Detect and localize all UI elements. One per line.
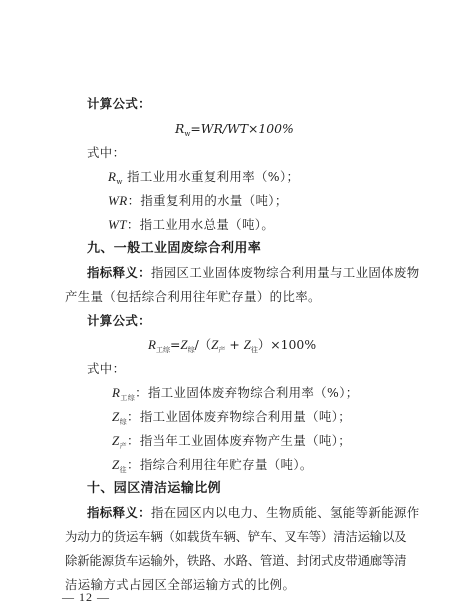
definition-symbol-sub: 往: [119, 466, 128, 474]
formula-rhs: =WR/WT×100%: [190, 121, 294, 136]
formula-sub: 产: [218, 346, 226, 354]
formula-text: =: [169, 337, 181, 352]
definition-symbol: R: [112, 385, 121, 400]
formula-symbol: Z: [211, 337, 219, 352]
paragraph-line: 为动力的货运车辆（如载货车辆、铲车、叉车等）清洁运输以及: [65, 529, 407, 544]
definition-symbol: WT: [108, 217, 127, 232]
definition-line: [112, 385, 359, 406]
definition-symbol: WR: [108, 193, 128, 208]
definition-symbol-sub: w: [116, 178, 123, 186]
where-label: 式中：: [87, 361, 126, 376]
formula-sub: 往: [250, 346, 258, 354]
formula-symbol: Z: [180, 337, 188, 352]
formula-text: ）×100%: [257, 337, 317, 352]
formula-sub: 工综: [155, 346, 170, 354]
paragraph-text: 指园区工业固体废物综合利用量与工业固体废物: [150, 265, 420, 280]
paragraph-text: 指在园区内以电力、生物质能、氢能等新能源作: [150, 505, 420, 520]
section-heading: 九、一般工业固废综合利用率: [87, 241, 262, 256]
paragraph-line: [87, 505, 420, 521]
definition-line: [108, 193, 288, 209]
formula-text: /（: [194, 337, 212, 352]
formula-lhs: R: [175, 121, 185, 136]
definition-symbol: R: [108, 169, 117, 184]
page-number: — 12 —: [62, 590, 110, 604]
definition-symbol: Z: [112, 409, 120, 424]
solid-waste-formula: [148, 337, 316, 358]
definition-text: ：指工业用水总量（吨）。: [126, 217, 275, 232]
formula-text: +: [225, 337, 244, 352]
paragraph-line: 洁运输方式占园区全部运输方式的比例。: [65, 577, 296, 592]
calc-formula-label: 计算公式：: [87, 313, 151, 328]
formula-symbol: R: [148, 337, 156, 352]
section-heading: 十、园区清洁运输比例: [87, 481, 222, 496]
definition-symbol: Z: [112, 433, 120, 448]
definition-label: 指标释义：: [87, 265, 151, 280]
definition-symbol-sub: 产: [119, 442, 128, 450]
definition-text: ：指当年工业固体废弃物产生量（吨）；: [127, 433, 352, 448]
paragraph-line: [87, 265, 420, 281]
definition-text: ：指工业固体废弃物综合利用量（吨）；: [127, 409, 352, 424]
where-label: 式中：: [87, 145, 126, 160]
definition-text: ：指重复利用的水量（吨）；: [127, 193, 288, 208]
definition-line: [112, 433, 351, 454]
formula-sub: 综: [187, 346, 195, 354]
water-reuse-formula: [175, 121, 294, 142]
definition-label: 指标释义：: [87, 505, 151, 520]
formula-lhs-sub: w: [184, 130, 191, 138]
definition-text: ：指工业固体废弃物综合利用率（%）；: [135, 385, 359, 400]
definition-line: [112, 409, 351, 430]
calc-formula-label: 计算公式：: [87, 96, 151, 111]
paragraph-line: 产生量（包括综合利用往年贮存量）的比率。: [65, 289, 321, 304]
paragraph-line: 除新能源货车运输外，铁路、水路、管道、封闭式皮带通廊等清: [65, 553, 407, 568]
definition-text: 指工业用水重复利用率（%）；: [127, 169, 300, 184]
definition-symbol-sub: 综: [119, 418, 128, 426]
formula-symbol: Z: [243, 337, 251, 352]
definition-symbol-sub: 工综: [120, 394, 136, 402]
definition-line: [108, 217, 274, 233]
definition-symbol: Z: [112, 457, 120, 472]
definition-line: [108, 169, 299, 190]
definition-text: ：指综合利用往年贮存量（吨）。: [127, 457, 313, 472]
definition-line: [112, 457, 313, 478]
